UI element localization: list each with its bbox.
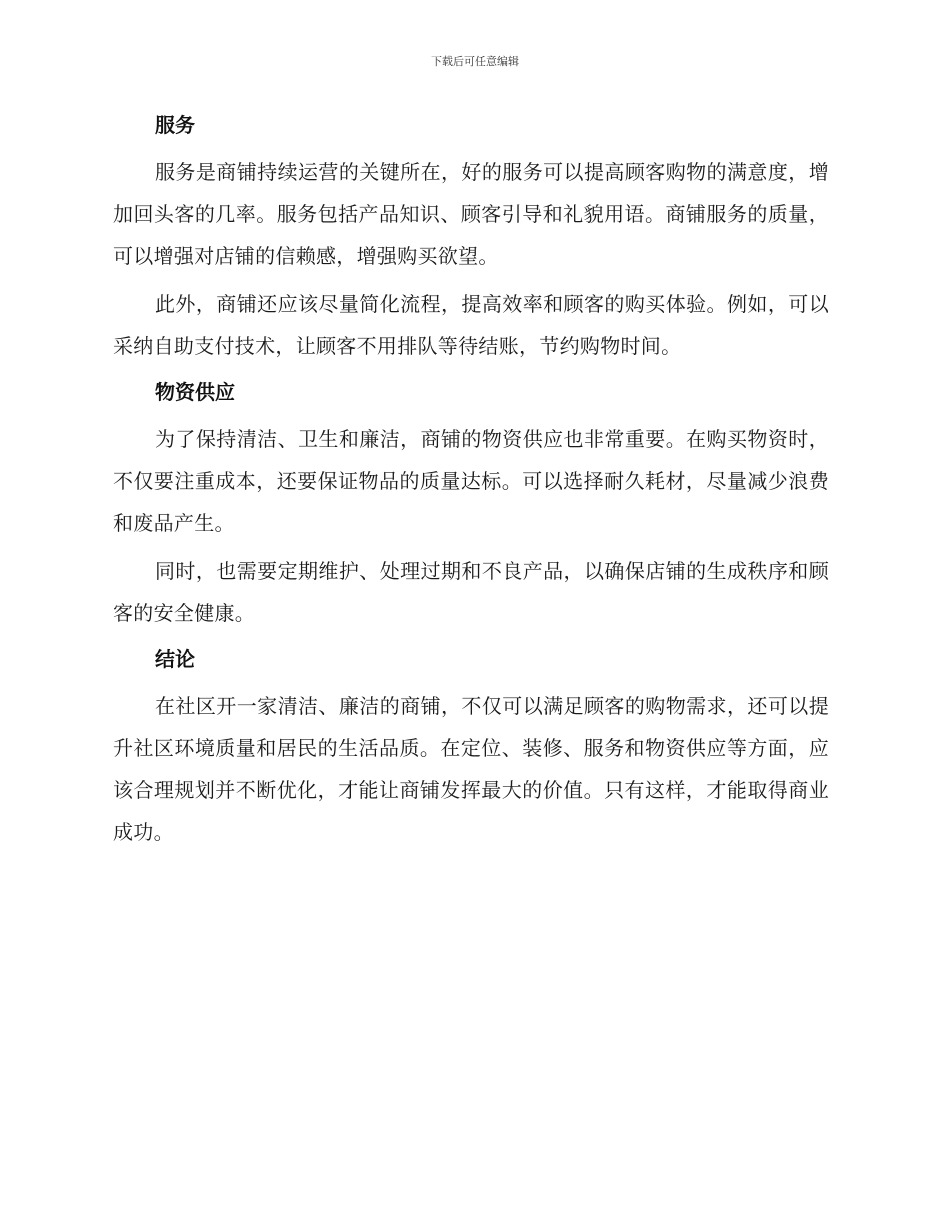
paragraph: 在社区开一家清洁、廉洁的商铺，不仅可以满足顾客的购物需求，还可以提升社区环境质量和居民的生活品质。在定位、装修、服务和物资供应等方面，应该合理规划并不断优化，才能让商铺发挥最大的价值。只有这样，才能取得商业成功。 (113, 694, 829, 844)
section-supplies (113, 377, 829, 634)
page-header: 下载后可任意编辑 (431, 55, 519, 68)
paragraph: 服务是商铺持续运营的关键所在，好的服务可以提高顾客购物的满意度，增加回头客的几率。服务包括产品知识、顾客引导和礼貌用语。商铺服务的质量，可以增强对店铺的信赖感，增强购买欲望。 (113, 160, 829, 268)
paragraph: 为了保持清洁、卫生和廉洁，商铺的物资供应也非常重要。在购买物资时，不仅要注重成本，还要保证物品的质量达标。可以选择耐久耗材，尽量减少浪费和废品产生。 (113, 427, 829, 535)
section-heading: 结论 (155, 647, 195, 671)
section-service (113, 110, 829, 367)
section-conclusion (113, 644, 829, 853)
paragraph: 同时，也需要定期维护、处理过期和不良产品，以确保店铺的生成秩序和顾客的安全健康。 (113, 559, 829, 625)
document-body (113, 110, 829, 859)
section-heading: 服务 (155, 113, 195, 137)
paragraph: 此外，商铺还应该尽量简化流程，提高效率和顾客的购买体验。例如，可以采纳自助支付技术，让顾客不用排队等待结账，节约购物时间。 (113, 292, 829, 358)
section-heading: 物资供应 (155, 380, 235, 404)
